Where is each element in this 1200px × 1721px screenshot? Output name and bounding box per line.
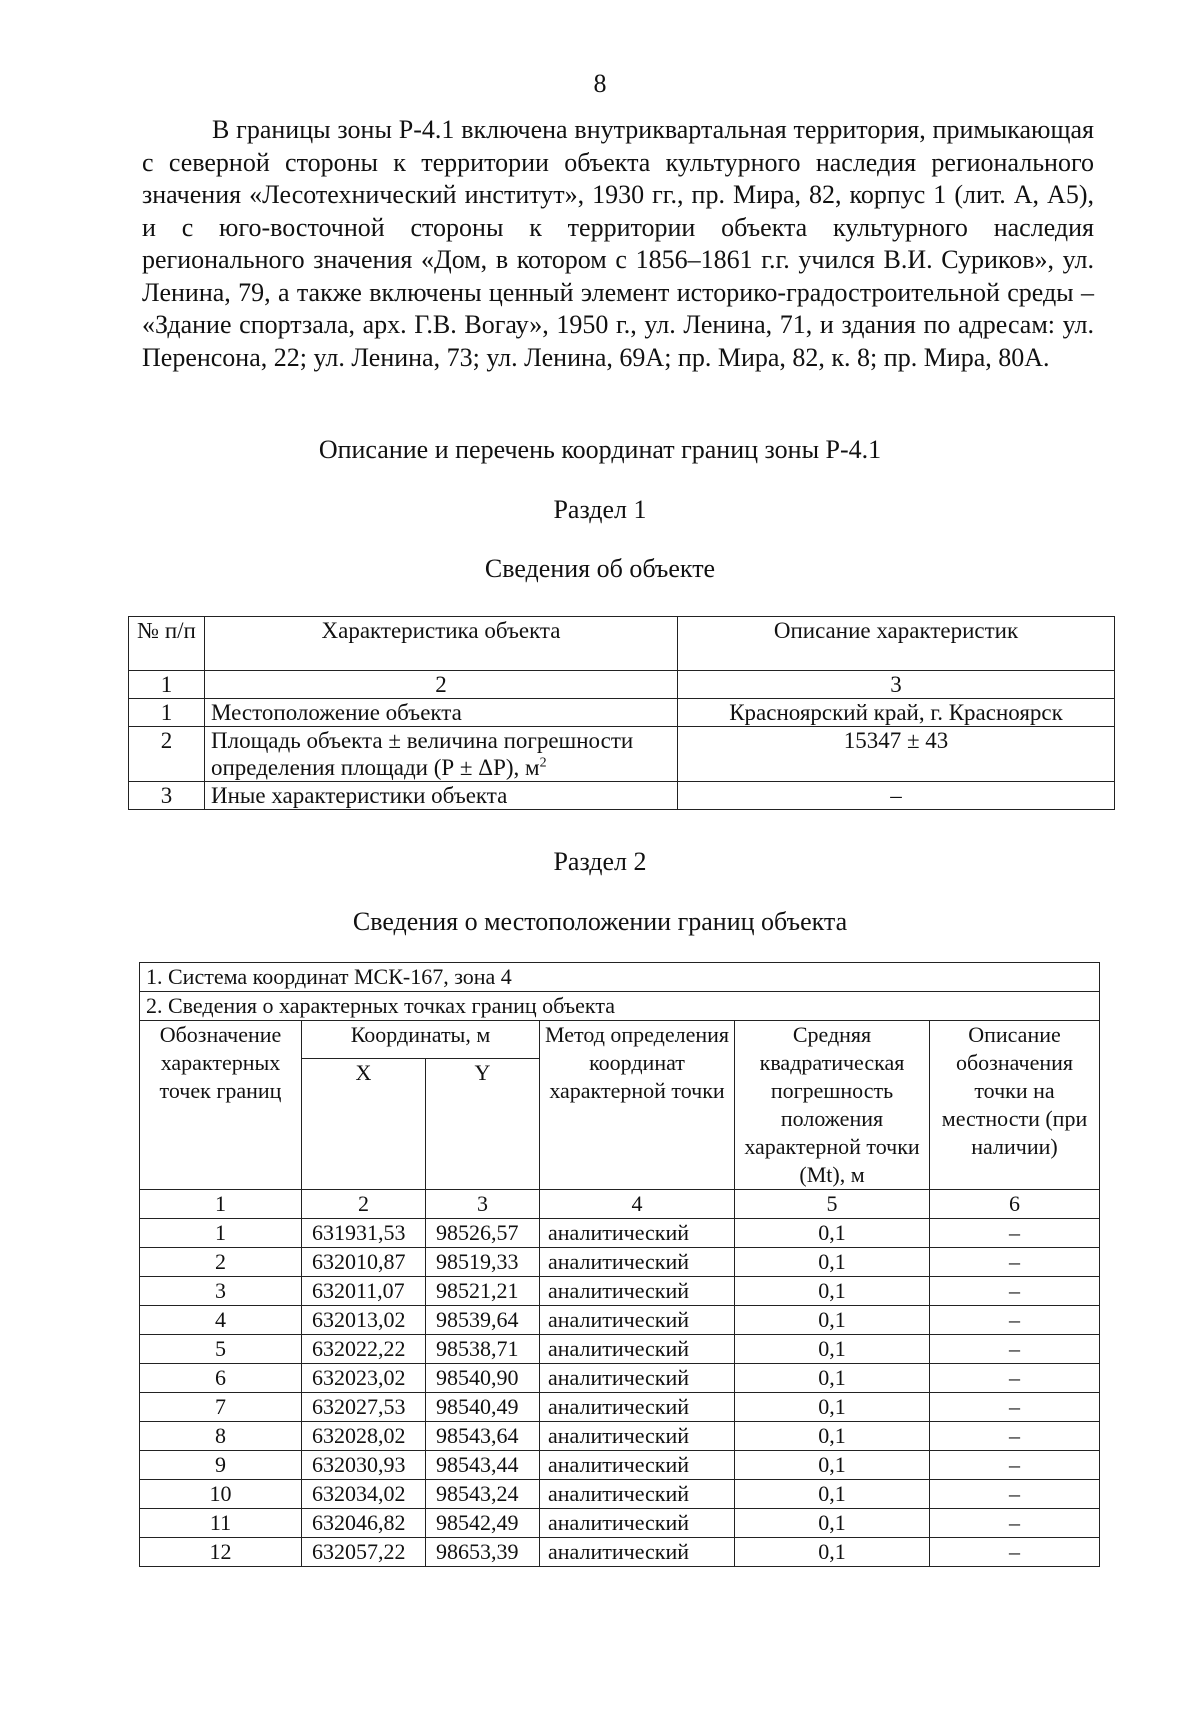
point-description: – (930, 1393, 1100, 1422)
table-row (129, 727, 1115, 782)
header-method: Метод определения координат характерной точки (540, 1021, 735, 1190)
point-error: 0,1 (735, 1509, 930, 1538)
row-characteristic: Иные характеристики объекта (205, 782, 678, 810)
area-label: Площадь объекта ± величина погрешности определения площади (Р ± ΔР), м (211, 728, 634, 780)
section2-subtitle: Сведения о местоположении границ объекта (352, 907, 848, 936)
table-row (140, 1335, 1100, 1364)
row-characteristic (205, 727, 678, 782)
index-cell: 1 (129, 671, 205, 699)
point-method: аналитический (540, 1538, 735, 1567)
point-error: 0,1 (735, 1364, 930, 1393)
index-cell: 5 (735, 1190, 930, 1219)
object-info-table (128, 616, 1115, 810)
row-num: 3 (129, 782, 205, 810)
table-row (140, 1306, 1100, 1335)
coordinate-system-line: 1. Система координат МСК-167, зона 4 (140, 963, 1100, 992)
point-x: 632011,07 (302, 1277, 426, 1306)
point-error: 0,1 (735, 1393, 930, 1422)
point-y: 98526,57 (426, 1219, 540, 1248)
point-description: – (930, 1335, 1100, 1364)
point-number: 3 (140, 1277, 302, 1306)
point-y: 98542,49 (426, 1509, 540, 1538)
point-error: 0,1 (735, 1306, 930, 1335)
point-number: 10 (140, 1480, 302, 1509)
table-row (140, 1422, 1100, 1451)
header-error: Средняя квадратическая погрешность положения характерной точки (Mt), м (735, 1021, 930, 1190)
index-cell: 2 (302, 1190, 426, 1219)
point-error: 0,1 (735, 1451, 930, 1480)
index-cell: 2 (205, 671, 678, 699)
point-method: аналитический (540, 1364, 735, 1393)
point-x: 632034,02 (302, 1480, 426, 1509)
header-description: Описание характеристик (678, 617, 1115, 671)
header-num: № п/п (129, 617, 205, 671)
point-y: 98653,39 (426, 1538, 540, 1567)
point-x: 632046,82 (302, 1509, 426, 1538)
point-y: 98543,64 (426, 1422, 540, 1451)
point-error: 0,1 (735, 1219, 930, 1248)
header-characteristic: Характеристика объекта (205, 617, 678, 671)
table-row (140, 1277, 1100, 1306)
header-y: Y (426, 1059, 540, 1190)
row-description: 15347 ± 43 (678, 727, 1115, 782)
header-point-description: Описание обозначения точки на местности (при наличии) (930, 1021, 1100, 1190)
row-num: 1 (129, 699, 205, 727)
point-error: 0,1 (735, 1538, 930, 1567)
table-row (129, 782, 1115, 810)
point-method: аналитический (540, 1248, 735, 1277)
point-description: – (930, 1306, 1100, 1335)
point-number: 4 (140, 1306, 302, 1335)
header-x: X (302, 1059, 426, 1190)
point-number: 7 (140, 1393, 302, 1422)
point-error: 0,1 (735, 1422, 930, 1451)
point-method: аналитический (540, 1422, 735, 1451)
table-row (140, 1364, 1100, 1393)
index-cell: 3 (678, 671, 1115, 699)
point-y: 98539,64 (426, 1306, 540, 1335)
point-x: 632030,93 (302, 1451, 426, 1480)
point-error: 0,1 (735, 1248, 930, 1277)
point-y: 98540,90 (426, 1364, 540, 1393)
boundary-points-table (139, 962, 1100, 1567)
point-x: 631931,53 (302, 1219, 426, 1248)
point-description: – (930, 1422, 1100, 1451)
point-x: 632057,22 (302, 1538, 426, 1567)
point-x: 632028,02 (302, 1422, 426, 1451)
point-x: 632023,02 (302, 1364, 426, 1393)
page-number: 8 (593, 69, 607, 98)
point-description: – (930, 1509, 1100, 1538)
point-error: 0,1 (735, 1335, 930, 1364)
point-number: 6 (140, 1364, 302, 1393)
point-y: 98543,24 (426, 1480, 540, 1509)
point-number: 5 (140, 1335, 302, 1364)
point-x: 632013,02 (302, 1306, 426, 1335)
point-number: 11 (140, 1509, 302, 1538)
point-x: 632027,53 (302, 1393, 426, 1422)
section1-title: Раздел 1 (553, 495, 647, 524)
table-row (140, 1248, 1100, 1277)
row-num: 2 (129, 727, 205, 782)
table-row (140, 1480, 1100, 1509)
point-method: аналитический (540, 1306, 735, 1335)
section1-subtitle: Сведения об объекте (484, 554, 716, 583)
point-description: – (930, 1480, 1100, 1509)
table-row (140, 1509, 1100, 1538)
point-method: аналитический (540, 1335, 735, 1364)
intro-paragraph: В границы зоны Р-4.1 включена внутриквартальная территория, примыкающая с северной стороны к территории объекта культурного наследия регионального значения «Лесотехнический институт», 1930 гг., пр. Мира, 82, корпус 1 (лит. А, А5), и с юго-восточной стороны к территории объекта культурного наследия регионального значения «Дом, в котором с 1856–1861 г.г. учился В.И. Суриков», ул. Ленина, 79, а также включены ценный элемент историко-градостроительной среды – «Здание спортзала, арх. Г.В. Вогау», 1950 г., ул. Ленина, 71, и здания по адресам: ул. Перенсона, 22; ул. Ленина, 73; ул. Ленина, 69А; пр. Мира, 82, к. 8; пр. Мира, 80А. (142, 115, 1094, 372)
header-designation: Обозначение характерных точек границ (140, 1021, 302, 1190)
table-row (140, 1538, 1100, 1567)
point-description: – (930, 1248, 1100, 1277)
points-body (140, 1219, 1100, 1567)
points-info-line: 2. Сведения о характерных точках границ объекта (140, 992, 1100, 1021)
point-x: 632010,87 (302, 1248, 426, 1277)
table-row (129, 699, 1115, 727)
point-number: 8 (140, 1422, 302, 1451)
area-unit-superscript: 2 (539, 755, 547, 771)
table-row (140, 1393, 1100, 1422)
point-method: аналитический (540, 1509, 735, 1538)
point-error: 0,1 (735, 1480, 930, 1509)
point-method: аналитический (540, 1219, 735, 1248)
section2-title: Раздел 2 (553, 847, 647, 876)
point-number: 2 (140, 1248, 302, 1277)
point-description: – (930, 1538, 1100, 1567)
point-y: 98543,44 (426, 1451, 540, 1480)
table-row (140, 1219, 1100, 1248)
point-description: – (930, 1451, 1100, 1480)
point-y: 98538,71 (426, 1335, 540, 1364)
point-method: аналитический (540, 1393, 735, 1422)
point-number: 9 (140, 1451, 302, 1480)
point-error: 0,1 (735, 1277, 930, 1306)
row-characteristic: Местоположение объекта (205, 699, 678, 727)
row-description: – (678, 782, 1115, 810)
index-cell: 6 (930, 1190, 1100, 1219)
point-description: – (930, 1219, 1100, 1248)
point-description: – (930, 1277, 1100, 1306)
point-description: – (930, 1364, 1100, 1393)
point-number: 1 (140, 1219, 302, 1248)
main-heading: Описание и перечень координат границ зоны Р-4.1 (318, 435, 882, 464)
point-y: 98540,49 (426, 1393, 540, 1422)
table-row (140, 1451, 1100, 1480)
point-method: аналитический (540, 1277, 735, 1306)
header-coordinates: Координаты, м (302, 1021, 540, 1059)
point-y: 98521,21 (426, 1277, 540, 1306)
index-cell: 4 (540, 1190, 735, 1219)
row-description: Красноярский край, г. Красноярск (678, 699, 1115, 727)
point-x: 632022,22 (302, 1335, 426, 1364)
point-method: аналитический (540, 1480, 735, 1509)
index-cell: 1 (140, 1190, 302, 1219)
index-cell: 3 (426, 1190, 540, 1219)
point-number: 12 (140, 1538, 302, 1567)
point-y: 98519,33 (426, 1248, 540, 1277)
point-method: аналитический (540, 1451, 735, 1480)
